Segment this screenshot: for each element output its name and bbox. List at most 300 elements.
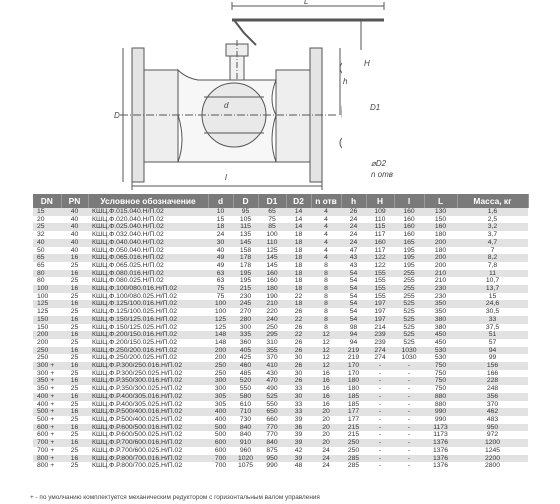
table-cell: 99: [457, 354, 528, 362]
table-cell: 94: [341, 339, 366, 347]
table-cell: 54: [341, 316, 366, 324]
table-cell: 972: [457, 431, 528, 439]
table-cell: 30: [286, 370, 311, 378]
table-cell: 1020: [233, 455, 258, 463]
table-cell: 39: [286, 439, 311, 447]
table-cell: 7,8: [457, 262, 528, 270]
column-header: h: [341, 194, 366, 208]
table-row: [33, 339, 528, 347]
table-cell: 110: [366, 216, 394, 224]
table-cell: 3,7: [457, 231, 528, 239]
table-cell: КШЦ.Ф.020.040.Н/П.02: [88, 216, 208, 224]
table-cell: 960: [233, 447, 258, 455]
table-cell: 500 +: [33, 416, 61, 424]
table-cell: 490: [258, 385, 286, 393]
table-cell: 26: [341, 208, 366, 216]
table-cell: 430: [258, 370, 286, 378]
table-cell: 65: [258, 208, 286, 216]
table-cell: 54: [341, 270, 366, 278]
table-cell: 36: [286, 424, 311, 432]
table-cell: 100: [208, 308, 233, 316]
table-cell: 550: [233, 385, 258, 393]
table-cell: 525: [394, 308, 424, 316]
table-cell: 18: [286, 262, 311, 270]
table-cell: 51: [457, 331, 528, 339]
table-cell: КШЦ.Ф.Р.700/600.025.Н/П.02: [88, 447, 208, 455]
table-cell: -: [366, 393, 394, 401]
table-cell: -: [366, 385, 394, 393]
table-cell: 215: [233, 285, 258, 293]
table-cell: 12: [311, 331, 341, 339]
table-cell: -: [366, 370, 394, 378]
table-cell: 180: [341, 377, 366, 385]
table-cell: КШЦ.Ф.150/125.016.Н/П.02: [88, 316, 208, 324]
table-cell: 425: [233, 354, 258, 362]
table-cell: -: [394, 393, 424, 401]
table-cell: 230: [233, 293, 258, 301]
table-cell: 800 +: [33, 455, 61, 463]
table-row: [33, 270, 528, 278]
table-cell: 105: [233, 216, 258, 224]
table-cell: 500: [208, 424, 233, 432]
table-cell: 600 +: [33, 424, 61, 432]
table-cell: 525: [394, 331, 424, 339]
table-row: [33, 254, 528, 262]
table-cell: КШЦ.Ф.Р.600/500.016.Н/П.02: [88, 424, 208, 432]
table-cell: -: [366, 362, 394, 370]
table-cell: 15: [33, 208, 61, 216]
column-header: d: [208, 194, 233, 208]
table-cell: 100: [33, 293, 61, 301]
table-cell: 2,5: [457, 216, 528, 224]
table-cell: -: [366, 408, 394, 416]
table-cell: 350: [424, 308, 457, 316]
table-cell: 160: [258, 270, 286, 278]
table-cell: 16: [61, 316, 88, 324]
table-cell: 94: [457, 347, 528, 355]
table-cell: 270: [233, 308, 258, 316]
table-cell: 155: [366, 277, 394, 285]
table-cell: КШЦ.Ф.025.040.Н/П.02: [88, 223, 208, 231]
table-cell: 20: [311, 416, 341, 424]
table-cell: 350 +: [33, 385, 61, 393]
table-cell: 305: [208, 401, 233, 409]
table-row: [33, 239, 528, 247]
table-cell: 100: [208, 300, 233, 308]
table-cell: 98: [341, 324, 366, 332]
table-cell: 525: [394, 324, 424, 332]
table-cell: 520: [233, 377, 258, 385]
table-cell: 39: [286, 431, 311, 439]
table-cell: 195: [233, 270, 258, 278]
table-cell: -: [366, 401, 394, 409]
table-cell: 25: [61, 462, 88, 470]
table-cell: 8,2: [457, 254, 528, 262]
table-cell: КШЦ.Ф.Р.500/400.016.Н/П.02: [88, 408, 208, 416]
table-row: [33, 385, 528, 393]
table-cell: 295: [258, 331, 286, 339]
table-cell: 2800: [457, 462, 528, 470]
table-cell: 16: [61, 331, 88, 339]
table-cell: 145: [258, 262, 286, 270]
table-cell: 20: [311, 408, 341, 416]
dim-label-h: h: [343, 77, 348, 86]
table-cell: 285: [341, 462, 366, 470]
table-cell: 145: [258, 254, 286, 262]
table-cell: 228: [457, 377, 528, 385]
table-cell: 350 +: [33, 377, 61, 385]
table-cell: 1075: [233, 462, 258, 470]
table-cell: КШЦ.Ф.100/080.016.Н/П.02: [88, 285, 208, 293]
table-cell: 770: [258, 424, 286, 432]
table-cell: 190: [258, 293, 286, 301]
table-cell: 200: [424, 254, 457, 262]
table-cell: 180: [258, 285, 286, 293]
table-cell: 255: [394, 293, 424, 301]
table-cell: 30: [286, 393, 311, 401]
table-cell: -: [394, 447, 424, 455]
table-cell: 54: [341, 285, 366, 293]
table-cell: -: [366, 416, 394, 424]
table-cell: 1173: [424, 424, 457, 432]
table-cell: -: [394, 377, 424, 385]
table-cell: 54: [341, 300, 366, 308]
table-cell: 43: [341, 254, 366, 262]
table-cell: 125: [33, 308, 61, 316]
table-cell: 610: [233, 401, 258, 409]
table-cell: КШЦ.Ф.Р.350/300.016.Н/П.02: [88, 377, 208, 385]
table-cell: 12: [311, 362, 341, 370]
table-cell: -: [366, 424, 394, 432]
table-cell: -: [366, 462, 394, 470]
table-cell: 200: [33, 331, 61, 339]
table-cell: 274: [366, 354, 394, 362]
table-cell: 8: [311, 308, 341, 316]
table-row: [33, 277, 528, 285]
table-cell: 26: [286, 362, 311, 370]
table-cell: 170: [341, 362, 366, 370]
table-cell: КШЦ.Ф.150/125.025.Н/П.02: [88, 324, 208, 332]
table-cell: 195: [233, 277, 258, 285]
table-cell: 1030: [394, 347, 424, 355]
table-cell: 215: [341, 424, 366, 432]
table-cell: 135: [233, 231, 258, 239]
table-cell: 15: [208, 216, 233, 224]
table-cell: 250: [208, 370, 233, 378]
table-cell: КШЦ.Ф.Р.600/500.025.Н/П.02: [88, 431, 208, 439]
table-cell: 33: [286, 408, 311, 416]
table-cell: 160: [258, 277, 286, 285]
table-cell: 1200: [457, 439, 528, 447]
table-cell: 8: [311, 316, 341, 324]
table-cell: 18: [286, 254, 311, 262]
table-cell: 8: [311, 293, 341, 301]
table-cell: КШЦ.Ф.200/150.016.Н/П.02: [88, 331, 208, 339]
table-cell: КШЦ.Ф.Р.300/250.025.Н/П.02: [88, 370, 208, 378]
table-cell: 30,5: [457, 308, 528, 316]
table-cell: 210: [424, 277, 457, 285]
table-cell: 49: [208, 254, 233, 262]
table-cell: 4: [311, 247, 341, 255]
table-cell: 50: [33, 247, 61, 255]
table-cell: 25: [61, 339, 88, 347]
table-row: [33, 377, 528, 385]
table-cell: -: [394, 462, 424, 470]
table-cell: 75: [208, 285, 233, 293]
table-cell: 12: [311, 339, 341, 347]
table-cell: КШЦ.Ф.065.025.Н/П.02: [88, 262, 208, 270]
table-cell: 25: [61, 370, 88, 378]
column-header: H: [366, 194, 394, 208]
table-cell: 195: [394, 262, 424, 270]
table-cell: 255: [394, 285, 424, 293]
table-cell: 24: [341, 231, 366, 239]
table-cell: КШЦ.Ф.080.025.Н/П.02: [88, 277, 208, 285]
table-row: [33, 401, 528, 409]
table-cell: 750: [424, 370, 457, 378]
table-cell: 360: [233, 339, 258, 347]
table-cell: 660: [258, 416, 286, 424]
table-cell: 40: [61, 223, 88, 231]
table-cell: 115: [233, 223, 258, 231]
table-cell: 220: [258, 308, 286, 316]
table-cell: 600: [208, 439, 233, 447]
table-cell: 155: [366, 293, 394, 301]
table-cell: 274: [366, 347, 394, 355]
table-cell: 39: [286, 455, 311, 463]
table-cell: 219: [341, 354, 366, 362]
table-cell: 43: [341, 262, 366, 270]
table-cell: 875: [258, 447, 286, 455]
table-cell: 840: [233, 424, 258, 432]
table-cell: 24: [341, 239, 366, 247]
table-cell: 4: [311, 254, 341, 262]
table-cell: 18: [286, 270, 311, 278]
table-cell: 485: [233, 370, 258, 378]
table-cell: 26: [286, 377, 311, 385]
table-cell: 525: [258, 393, 286, 401]
table-cell: 195: [394, 254, 424, 262]
table-cell: 100: [258, 231, 286, 239]
table-cell: 22: [286, 316, 311, 324]
table-cell: КШЦ.Ф.100/080.025.Н/П.02: [88, 293, 208, 301]
table-cell: 32: [33, 231, 61, 239]
table-cell: 230: [424, 285, 457, 293]
table-cell: 12: [311, 354, 341, 362]
table-cell: КШЦ.Ф.080.016.Н/П.02: [88, 270, 208, 278]
table-cell: 30: [208, 239, 233, 247]
table-row: [33, 262, 528, 270]
dim-label-d: d: [224, 101, 229, 110]
table-cell: КШЦ.Ф.125/100.025.Н/П.02: [88, 308, 208, 316]
table-cell: 197: [366, 316, 394, 324]
table-cell: 4: [311, 239, 341, 247]
dim-label-D: D: [114, 111, 120, 120]
table-cell: 125: [208, 324, 233, 332]
table-cell: 47: [341, 247, 366, 255]
table-cell: -: [394, 408, 424, 416]
table-cell: 160: [366, 239, 394, 247]
table-cell: -: [394, 362, 424, 370]
table-cell: КШЦ.Ф.Р.800/700.016.Н/П.02: [88, 455, 208, 463]
table-cell: 370: [457, 401, 528, 409]
table-cell: 650: [258, 408, 286, 416]
table-cell: 16: [311, 401, 341, 409]
table-cell: 400: [208, 416, 233, 424]
table-cell: 16: [61, 408, 88, 416]
table-cell: КШЦ.Ф.015.040.Н/П.02: [88, 208, 208, 216]
table-cell: 18: [208, 223, 233, 231]
table-cell: 25: [61, 324, 88, 332]
table-cell: 16: [61, 347, 88, 355]
table-cell: 24: [311, 447, 341, 455]
table-row: [33, 447, 528, 455]
table-cell: 300: [233, 324, 258, 332]
table-cell: 200: [424, 262, 457, 270]
table-cell: 49: [208, 262, 233, 270]
table-row: [33, 231, 528, 239]
table-row: [33, 455, 528, 463]
table-cell: 250: [33, 354, 61, 362]
table-cell: 600 +: [33, 431, 61, 439]
table-cell: 1376: [424, 447, 457, 455]
table-cell: 4: [311, 216, 341, 224]
table-cell: 460: [233, 362, 258, 370]
table-cell: 30: [286, 354, 311, 362]
table-cell: 380: [424, 324, 457, 332]
table-cell: 26: [286, 324, 311, 332]
table-cell: 24,6: [457, 300, 528, 308]
table-cell: 250: [341, 447, 366, 455]
table-cell: 245: [233, 300, 258, 308]
table-cell: 710: [233, 408, 258, 416]
table-cell: 1376: [424, 462, 457, 470]
table-cell: 14: [286, 223, 311, 231]
table-cell: 85: [258, 223, 286, 231]
table-cell: 950: [457, 424, 528, 432]
table-cell: 100: [33, 285, 61, 293]
table-cell: 150: [33, 324, 61, 332]
table-cell: КШЦ.Ф.Р.700/600.016.Н/П.02: [88, 439, 208, 447]
table-cell: 148: [208, 339, 233, 347]
table-cell: 109: [366, 208, 394, 216]
column-header: DN: [33, 194, 61, 208]
table-cell: 400: [208, 408, 233, 416]
table-cell: 20: [33, 216, 61, 224]
table-cell: 130: [424, 208, 457, 216]
table-cell: 700 +: [33, 439, 61, 447]
table-cell: 115: [366, 223, 394, 231]
table-cell: 16: [61, 285, 88, 293]
table-cell: 250: [341, 439, 366, 447]
table-cell: 770: [258, 431, 286, 439]
dim-label-n-otv: n отв: [371, 170, 393, 179]
table-row: [33, 331, 528, 339]
table-cell: 148: [208, 331, 233, 339]
table-cell: 14: [286, 208, 311, 216]
table-cell: 177: [341, 408, 366, 416]
column-header: PN: [61, 194, 88, 208]
table-cell: 40: [61, 216, 88, 224]
table-cell: 75: [258, 216, 286, 224]
table-cell: 33: [457, 316, 528, 324]
table-row: [33, 370, 528, 378]
table-cell: -: [366, 431, 394, 439]
table-cell: 13,7: [457, 285, 528, 293]
table-cell: 117: [366, 231, 394, 239]
table-cell: 7: [457, 247, 528, 255]
table-cell: 125: [258, 247, 286, 255]
table-row: [33, 354, 528, 362]
table-cell: 700 +: [33, 447, 61, 455]
table-cell: 125: [33, 300, 61, 308]
table-cell: 16: [61, 270, 88, 278]
table-cell: 350: [424, 300, 457, 308]
dim-label-H: H: [364, 59, 370, 68]
table-cell: 200: [424, 239, 457, 247]
table-cell: 219: [341, 347, 366, 355]
table-cell: 18: [286, 277, 311, 285]
table-cell: 94: [341, 331, 366, 339]
table-cell: -: [366, 377, 394, 385]
table-cell: 355: [258, 347, 286, 355]
table-cell: 530: [424, 354, 457, 362]
table-cell: 25: [61, 431, 88, 439]
table-cell: 200: [208, 354, 233, 362]
table-row: [33, 431, 528, 439]
table-cell: 26: [286, 347, 311, 355]
table-cell: 170: [341, 370, 366, 378]
table-cell: 54: [341, 293, 366, 301]
table-cell: 20: [311, 439, 341, 447]
table-cell: 1245: [457, 447, 528, 455]
table-cell: 195: [394, 247, 424, 255]
table-cell: 280: [233, 316, 258, 324]
table-cell: 40: [61, 208, 88, 216]
column-header: Масса, кг: [457, 194, 528, 208]
table-cell: 125: [208, 316, 233, 324]
table-cell: 65: [33, 262, 61, 270]
table-cell: 750: [424, 385, 457, 393]
table-cell: 4: [311, 208, 341, 216]
table-cell: 95: [233, 208, 258, 216]
table-cell: 950: [258, 455, 286, 463]
table-row: [33, 424, 528, 432]
table-cell: КШЦ.Ф.Р.400/305.025.Н/П.02: [88, 401, 208, 409]
table-cell: 12: [311, 347, 341, 355]
table-row: [33, 416, 528, 424]
table-row: [33, 324, 528, 332]
table-cell: 180: [341, 385, 366, 393]
table-cell: 25: [61, 401, 88, 409]
table-cell: 750: [424, 377, 457, 385]
table-cell: 185: [341, 401, 366, 409]
table-cell: 16: [61, 455, 88, 463]
table-cell: 25: [61, 262, 88, 270]
table-cell: 24: [311, 462, 341, 470]
table-cell: 250: [258, 324, 286, 332]
table-cell: 250: [208, 362, 233, 370]
table-cell: 8: [311, 262, 341, 270]
table-cell: 840: [233, 431, 258, 439]
table-cell: 500 +: [33, 408, 61, 416]
table-cell: 33: [286, 385, 311, 393]
table-cell: 1,6: [457, 208, 528, 216]
table-cell: 580: [233, 393, 258, 401]
table-cell: 910: [233, 439, 258, 447]
table-cell: 40: [61, 239, 88, 247]
table-cell: 54: [341, 277, 366, 285]
